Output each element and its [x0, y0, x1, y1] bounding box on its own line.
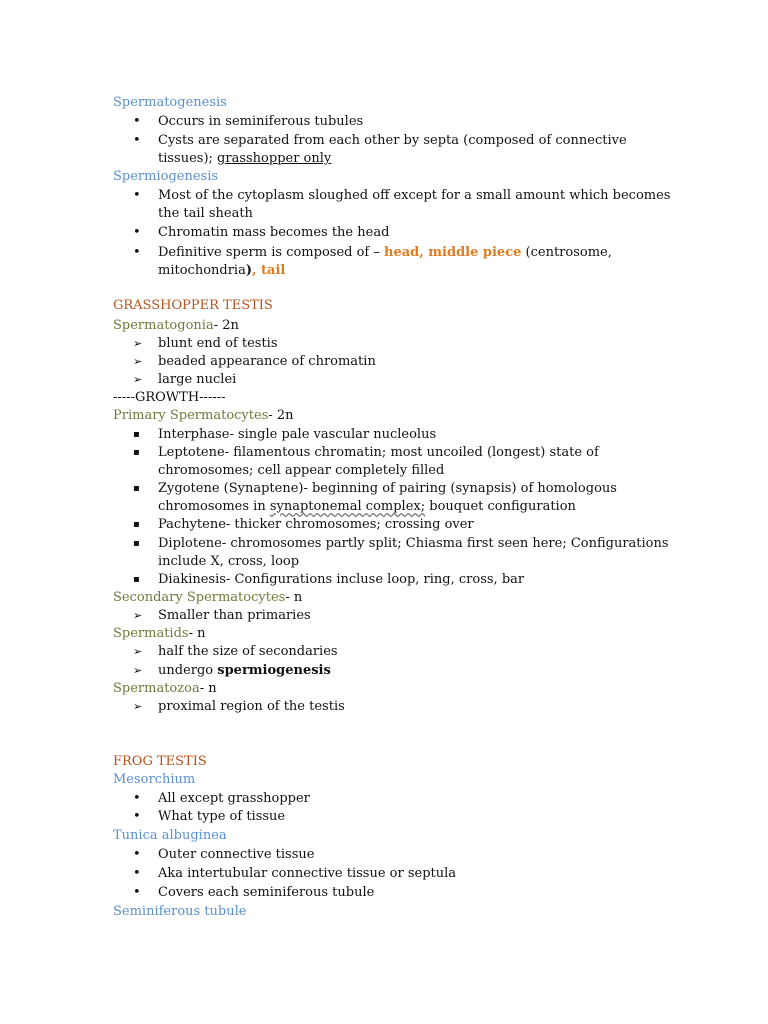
heading-spermiogenesis: Spermiogenesis: [113, 169, 219, 184]
list-item-continued: chromosomes in synaptonemal complex; bouquet configuration: [158, 499, 576, 514]
list-item: Cysts are separated from each other by septa (composed of connective: [158, 133, 627, 148]
underlined-text: grasshopper only: [217, 151, 332, 166]
list-item-continued: include X, cross, loop: [158, 554, 300, 569]
list-item: Zygotene (Synaptene)- beginning of pairing (synapsis) of homologous: [158, 481, 617, 496]
arrow-bullet-icon: ➢: [133, 664, 143, 677]
bullet-dot: •: [133, 114, 141, 129]
list-item: beaded appearance of chromatin: [158, 354, 376, 369]
list-item: Occurs in seminiferous tubules: [158, 114, 364, 129]
list-item: large nuclei: [158, 372, 237, 387]
subheading-seminiferous-tubule: Seminiferous tubule: [113, 904, 247, 919]
square-bullet-icon: ▪: [133, 483, 140, 494]
bullet-dot: •: [133, 791, 141, 806]
arrow-bullet-icon: ➢: [133, 337, 143, 350]
list-item: blunt end of testis: [158, 336, 278, 351]
arrow-bullet-icon: ➢: [133, 373, 143, 386]
subheading-spermatids: Spermatids- n: [113, 626, 206, 641]
square-bullet-icon: ▪: [133, 519, 140, 530]
arrow-bullet-icon: ➢: [133, 700, 143, 713]
list-item: Leptotene- filamentous chromatin; most uncoiled (longest) state of: [158, 445, 599, 460]
subheading-spermatozoa: Spermatozoa- n: [113, 681, 217, 696]
list-item: Covers each seminiferous tubule: [158, 885, 375, 900]
list-item: What type of tissue: [158, 809, 286, 824]
square-bullet-icon: ▪: [133, 447, 140, 458]
square-bullet-icon: ▪: [133, 429, 140, 440]
list-item: half the size of secondaries: [158, 644, 338, 659]
arrow-bullet-icon: ➢: [133, 609, 143, 622]
list-item: Diakinesis- Configurations incluse loop, ring, cross, bar: [158, 572, 525, 587]
subheading-mesorchium: Mesorchium: [113, 772, 196, 787]
list-item-continued: tissues); grasshopper only: [158, 151, 332, 166]
list-item-continued: the tail sheath: [158, 206, 253, 221]
square-bullet-icon: ▪: [133, 574, 140, 585]
list-item: Smaller than primaries: [158, 608, 311, 623]
heading-spermatogenesis: Spermatogenesis: [113, 95, 227, 110]
subheading-primary-spermatocytes: Primary Spermatocytes- 2n: [113, 408, 294, 423]
underlined-text: synaptonemal complex;: [269, 499, 426, 514]
subheading-secondary-spermatocytes: Secondary Spermatocytes- n: [113, 590, 303, 605]
heading-frog-testis: FROG TESTIS: [113, 754, 207, 769]
list-item: Definitive sperm is composed of – head, middle piece (centrosome,: [158, 245, 612, 260]
list-item-continued: chromosomes; cell appear completely filled: [158, 463, 445, 478]
bullet-dot: •: [133, 133, 141, 148]
bullet-dot: •: [133, 809, 141, 824]
list-item: Interphase- single pale vascular nucleolus: [158, 427, 437, 442]
list-item-continued: mitochondria), tail: [158, 263, 286, 278]
square-bullet-icon: ▪: [133, 538, 140, 549]
bullet-dot: •: [133, 225, 141, 240]
bullet-dot: •: [133, 188, 141, 203]
subheading-tunica-albuginea: Tunica albuginea: [113, 828, 227, 843]
highlight-text: , tail: [252, 263, 286, 278]
list-item: Aka intertubular connective tissue or septula: [158, 866, 457, 881]
list-item: Pachytene- thicker chromosomes; crossing over: [158, 517, 474, 532]
list-item: proximal region of the testis: [158, 699, 345, 714]
heading-grasshopper-testis: GRASSHOPPER TESTIS: [113, 298, 273, 313]
list-item: undergo spermiogenesis: [158, 663, 331, 678]
arrow-bullet-icon: ➢: [133, 355, 143, 368]
bold-text: spermiogenesis: [217, 663, 331, 678]
list-item: Chromatin mass becomes the head: [158, 225, 390, 240]
bullet-dot: •: [133, 245, 141, 260]
list-item: Diplotene- chromosomes partly split; Chiasma first seen here; Configurations: [158, 536, 669, 551]
bullet-dot: •: [133, 847, 141, 862]
arrow-bullet-icon: ➢: [133, 645, 143, 658]
list-item: Most of the cytoplasm sloughed off except for a small amount which becomes: [158, 188, 671, 203]
bullet-dot: •: [133, 885, 141, 900]
subheading-spermatogonia: Spermatogonia- 2n: [113, 318, 239, 333]
growth-divider: -----GROWTH------: [113, 390, 226, 405]
list-item: Outer connective tissue: [158, 847, 315, 862]
highlight-text: head, middle piece: [384, 245, 522, 260]
list-item: All except grasshopper: [158, 791, 310, 806]
bullet-dot: •: [133, 866, 141, 881]
